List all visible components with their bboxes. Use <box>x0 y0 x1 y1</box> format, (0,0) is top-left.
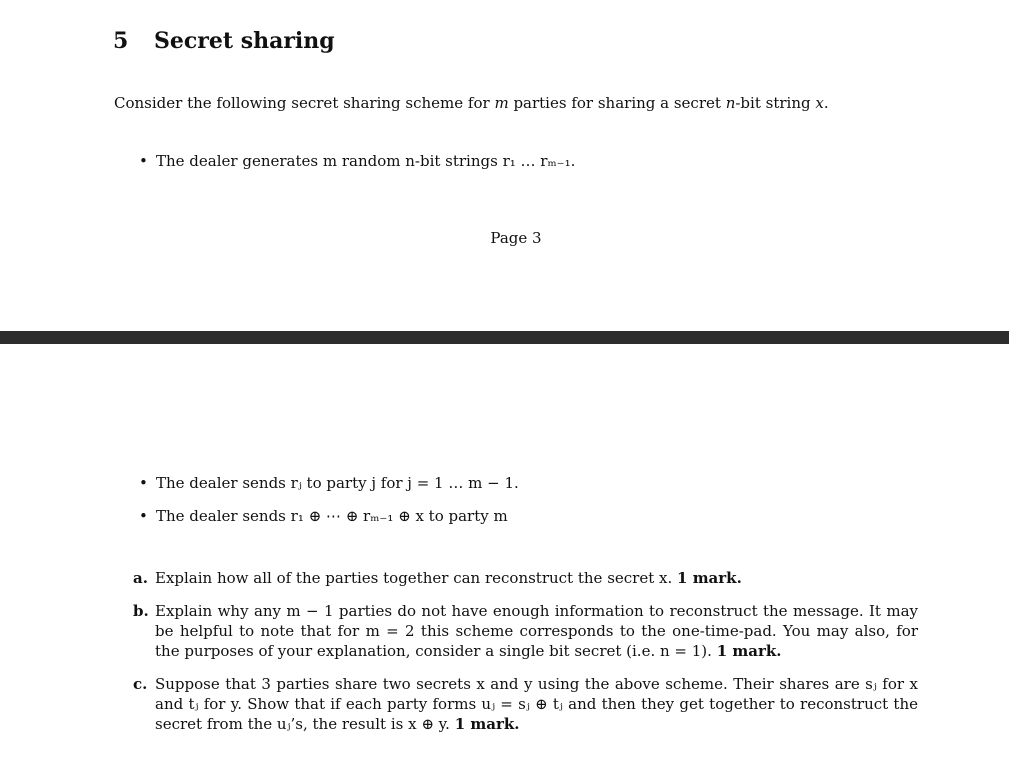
question-text: Explain why any m − 1 parties do not have enough information to reconstruct the message. It may be helpful to note that for m = 2 this scheme corresponds to the one-time-pad. You may also, for the purposes of your explanation, consider a single bit secret (i.e. n = 1). <box>155 602 918 660</box>
question-mark: 1 mark. <box>677 569 742 587</box>
section-number: 5 <box>113 28 129 54</box>
bullet-text: The dealer generates m random n-bit strings r₁ … rₘ₋₁. <box>156 152 576 170</box>
intro-text-3: -bit string <box>735 94 816 112</box>
bullet-item <box>139 474 519 492</box>
question-a <box>133 568 918 588</box>
question-label: b. <box>133 602 149 620</box>
bullet-item <box>139 152 576 170</box>
question-b <box>133 601 918 661</box>
page-break-divider <box>0 331 1009 344</box>
intro-text-4: . <box>823 94 829 112</box>
bullet-dot-icon: • <box>139 152 148 170</box>
intro-var-n: n <box>725 94 736 112</box>
question-label: a. <box>133 569 148 587</box>
bullet-text: The dealer sends rⱼ to party j for j = 1 … m − 1. <box>156 474 519 492</box>
page-number: Page 3 <box>490 229 542 247</box>
question-mark: 1 mark. <box>454 715 520 733</box>
bullet-text: The dealer sends r₁ ⊕ ⋯ ⊕ rₘ₋₁ ⊕ x to party m <box>156 507 508 525</box>
bullet-dot-icon: • <box>139 507 148 525</box>
intro-text-1: Consider the following secret sharing scheme for <box>114 94 495 112</box>
question-c <box>133 674 918 734</box>
intro-var-x: x <box>815 94 824 112</box>
intro-paragraph <box>114 94 829 112</box>
question-label: c. <box>133 675 148 693</box>
bullet-item <box>139 507 508 525</box>
question-text: Suppose that 3 parties share two secrets x and y using the above scheme. Their shares are sⱼ for x and tⱼ for y. Show that if each party forms uⱼ = sⱼ ⊕ tⱼ and then they get together to reconstruct the secret from the uⱼ’s, the result is x ⊕ y. <box>155 675 918 733</box>
section-title: Secret sharing <box>154 28 335 54</box>
question-text: Explain how all of the parties together can reconstruct the secret x. <box>155 569 673 587</box>
intro-text-2: parties for sharing a secret <box>508 94 726 112</box>
bullet-dot-icon: • <box>139 474 148 492</box>
question-mark: 1 mark. <box>716 642 782 660</box>
intro-var-m: m <box>494 94 509 112</box>
